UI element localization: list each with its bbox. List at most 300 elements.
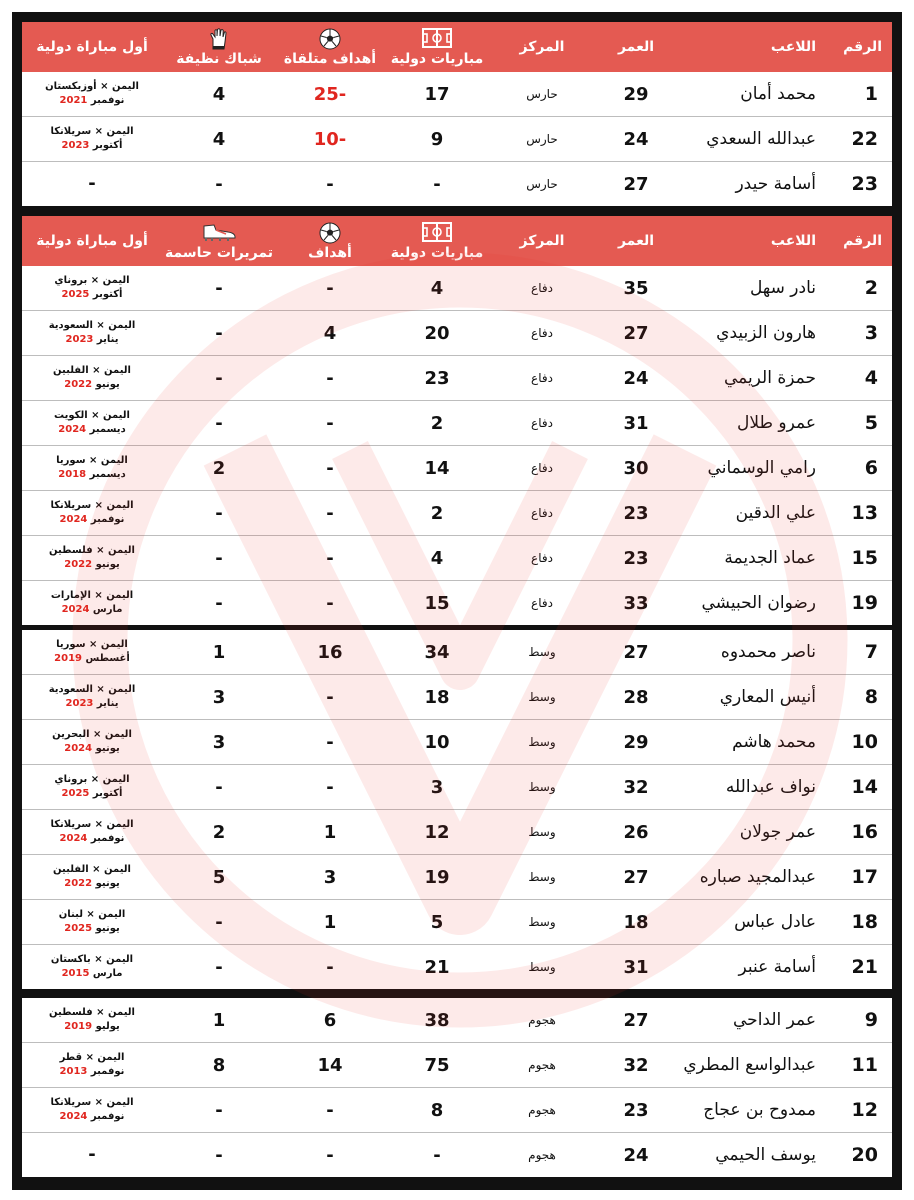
first-match-fixture: اليمن × فلسطين [49, 545, 135, 556]
player-position: هجوم [490, 1088, 594, 1133]
first-match-month: ديسمبر [89, 424, 126, 435]
first-match-date [22, 288, 162, 302]
stat-three: - [215, 1144, 223, 1166]
caps-count: 3 [384, 765, 490, 810]
pitch-icon [384, 28, 490, 50]
first-match-year: 2023 [61, 140, 90, 151]
first-match-month: ديسمبر [89, 469, 126, 480]
first-match-month: نوفمبر [90, 95, 125, 106]
table-row [22, 810, 892, 855]
stat-two: 14 [276, 1043, 384, 1088]
header-s1 [384, 216, 490, 266]
stat-three: 4 [162, 72, 276, 117]
first-match-fixture: اليمن × الفلبين [53, 864, 131, 875]
caps-count: 14 [384, 446, 490, 491]
player-age: 18 [594, 900, 678, 945]
player-age: 27 [594, 311, 678, 356]
caps-count: 38 [384, 998, 490, 1043]
first-match-year: 2024 [64, 743, 93, 754]
stat-three: - [215, 592, 223, 614]
player-position: هجوم [490, 998, 594, 1043]
caps-count: 34 [384, 630, 490, 675]
player-position: وسط [490, 855, 594, 900]
first-match-fixture: اليمن × بروناي [54, 774, 130, 785]
player-name: نواف عبدالله [678, 765, 828, 810]
first-match-fixture: اليمن × سريلانكا [50, 126, 134, 137]
stat-two: - [326, 1144, 334, 1166]
first-match [22, 356, 162, 401]
first-match-year: 2013 [59, 1066, 88, 1077]
header-label: الرقم [843, 39, 882, 55]
player-name: أسامة عنبر [738, 957, 816, 977]
caps-count: 23 [384, 356, 490, 401]
table-row [22, 311, 892, 356]
first-match-month: نوفمبر [90, 833, 125, 844]
stat-three: - [162, 491, 276, 536]
header-label: مباريات دولية [390, 50, 484, 67]
first-match-fixture: - [88, 173, 96, 194]
caps-count: - [433, 173, 441, 195]
first-match-month: يناير [96, 698, 119, 709]
player-position: دفاع [490, 401, 594, 446]
player-position: هجوم [528, 1148, 556, 1162]
first-match-fixture: اليمن × سوريا [56, 455, 128, 466]
shirt-number: 2 [828, 266, 892, 311]
first-match [22, 581, 162, 626]
first-match [22, 401, 162, 446]
shirt-number: 14 [828, 765, 892, 810]
header-label: العمر [617, 233, 655, 249]
header-s1 [384, 22, 490, 72]
glove-icon [162, 28, 276, 50]
shirt-number: 21 [851, 956, 878, 978]
player-position: وسط [490, 900, 594, 945]
stat-two: - [326, 956, 334, 978]
first-match-fixture: اليمن × السعودية [48, 684, 136, 695]
caps-count: 17 [384, 72, 490, 117]
shirt-number: 19 [851, 592, 878, 614]
header-label: الرقم [843, 233, 882, 249]
stat-two: - [276, 266, 384, 311]
table-row [22, 581, 892, 626]
header-s3 [162, 216, 276, 266]
header-label: أول مباراة دولية [36, 39, 148, 55]
stat-three: 4 [162, 117, 276, 162]
first-match-year: 2022 [64, 559, 93, 570]
first-match-year: 2022 [64, 878, 93, 889]
header-first [22, 216, 162, 266]
table-row [22, 630, 892, 675]
caps-count: 18 [384, 675, 490, 720]
first-match-month: نوفمبر [90, 1066, 125, 1077]
stat-two: 6 [276, 998, 384, 1043]
first-match-fixture: اليمن × سريلانكا [50, 819, 134, 830]
first-match-fixture: اليمن × الإمارات [50, 590, 134, 601]
first-match [22, 266, 162, 311]
table-row [22, 998, 892, 1043]
forwards-section [22, 998, 892, 1177]
stat-two: 1 [276, 810, 384, 855]
player-age: 32 [594, 765, 678, 810]
player-age: 26 [594, 810, 678, 855]
shirt-number: 5 [828, 401, 892, 446]
first-match [22, 536, 162, 581]
first-match-year: 2025 [61, 289, 90, 300]
table-row [22, 855, 892, 900]
player-name: حمزة الريمي [678, 356, 828, 401]
player-name: عماد الجديمة [678, 536, 828, 581]
stat-three: 2 [162, 446, 276, 491]
first-match [22, 998, 162, 1043]
caps-count: 2 [384, 491, 490, 536]
first-match-date [22, 832, 162, 846]
first-match [22, 855, 162, 900]
player-age: 31 [623, 956, 649, 978]
first-match-fixture: اليمن × بروناي [54, 275, 130, 286]
player-age: 35 [594, 266, 678, 311]
player-age: 31 [594, 401, 678, 446]
shirt-number: 20 [851, 1144, 878, 1166]
first-match-year: 2025 [64, 923, 93, 934]
first-match-fixture: اليمن × لبنان [58, 909, 126, 920]
header-row [22, 22, 892, 72]
stats-table [22, 998, 892, 1177]
caps-count: 19 [384, 855, 490, 900]
first-match-fixture: اليمن × فلسطين [49, 1007, 135, 1018]
first-match [22, 765, 162, 810]
first-match-month: يونيو [95, 743, 120, 754]
table-row [22, 1133, 892, 1178]
header-first [22, 22, 162, 72]
table-row [22, 491, 892, 536]
first-match-date [22, 877, 162, 891]
player-age: 24 [623, 1144, 649, 1166]
stat-two: - [276, 356, 384, 401]
first-match-fixture: اليمن × قطر [59, 1052, 125, 1063]
first-match-date [22, 652, 162, 666]
first-match-month: يوليو [95, 1021, 120, 1032]
shirt-number: 12 [828, 1088, 892, 1133]
caps-count: 5 [384, 900, 490, 945]
player-name: يوسف الحيمي [715, 1145, 816, 1165]
first-match-date [22, 513, 162, 527]
first-match-month: أكتوبر [92, 788, 123, 799]
shirt-number: 22 [828, 117, 892, 162]
first-match-date [22, 423, 162, 437]
defenders-section [22, 216, 892, 625]
player-position: دفاع [490, 446, 594, 491]
stat-three: 3 [162, 675, 276, 720]
player-position: دفاع [531, 596, 553, 610]
first-match-fixture: اليمن × أوزبكستان [45, 81, 139, 92]
caps-count: 4 [384, 536, 490, 581]
shirt-number: 17 [828, 855, 892, 900]
stat-two: -25 [276, 72, 384, 117]
table-row [22, 765, 892, 810]
shirt-number: 23 [851, 173, 878, 195]
header-num [828, 22, 892, 72]
player-age: 23 [594, 491, 678, 536]
first-match-fixture: اليمن × السعودية [48, 320, 136, 331]
caps-count: 75 [384, 1043, 490, 1088]
stat-two: 4 [276, 311, 384, 356]
first-match-date [22, 558, 162, 572]
stat-three: - [162, 356, 276, 401]
player-position: وسط [490, 765, 594, 810]
table-row [22, 72, 892, 117]
first-match-year: 2024 [59, 514, 88, 525]
first-match-month: مارس [92, 604, 123, 615]
header-label: شباك نظيفة [176, 50, 262, 67]
first-match [22, 491, 162, 536]
stat-three: 1 [162, 998, 276, 1043]
first-match-date [22, 922, 162, 936]
caps-count: 21 [424, 956, 450, 978]
player-position: وسط [490, 720, 594, 765]
stats-table [22, 216, 892, 625]
player-name: هارون الزبيدي [678, 311, 828, 356]
header-label: المركز [519, 233, 565, 249]
first-match-month: نوفمبر [90, 1111, 125, 1122]
header-s2 [276, 216, 384, 266]
first-match-date [22, 967, 162, 981]
player-name: عبدالواسع المطري [678, 1043, 828, 1088]
header-s2 [276, 22, 384, 72]
table-row [22, 446, 892, 491]
first-match-year: 2024 [58, 424, 87, 435]
first-match-year: 2023 [65, 334, 94, 345]
stat-two: - [276, 491, 384, 536]
first-match-fixture: اليمن × البحرين [52, 729, 132, 740]
player-age: 27 [594, 630, 678, 675]
stat-two: -10 [276, 117, 384, 162]
player-position: حارس [526, 177, 558, 191]
stat-two: 3 [276, 855, 384, 900]
first-match-year: 2024 [61, 604, 90, 615]
first-match [22, 1088, 162, 1133]
first-match-fixture: اليمن × باكستان [50, 954, 134, 965]
player-age: 27 [594, 998, 678, 1043]
table-row [22, 401, 892, 446]
header-age [594, 22, 678, 72]
first-match-year: 2022 [64, 379, 93, 390]
stat-three: - [215, 173, 223, 195]
player-name: عبدالمجيد صباره [678, 855, 828, 900]
table-row [22, 1043, 892, 1088]
shirt-number: 10 [828, 720, 892, 765]
player-position: هجوم [490, 1043, 594, 1088]
first-match-date [22, 742, 162, 756]
first-match-year: 2025 [61, 788, 90, 799]
player-name: ممدوح بن عجاج [678, 1088, 828, 1133]
table-row [22, 117, 892, 162]
stat-three: 2 [162, 810, 276, 855]
player-position: دفاع [490, 266, 594, 311]
stat-three: - [162, 900, 276, 945]
header-label: المركز [519, 39, 565, 55]
first-match [22, 945, 162, 990]
stat-three: 1 [162, 630, 276, 675]
stat-two: - [276, 765, 384, 810]
player-position: وسط [528, 960, 556, 974]
player-position: دفاع [490, 356, 594, 401]
player-name: علي الدقين [678, 491, 828, 536]
player-name: نادر سهل [678, 266, 828, 311]
header-label: أهداف متلقاة [283, 50, 377, 67]
first-match-date [22, 1110, 162, 1124]
shirt-number: 15 [828, 536, 892, 581]
table-row [22, 720, 892, 765]
first-match-date [22, 378, 162, 392]
stat-three: 8 [162, 1043, 276, 1088]
header-label: أهداف [308, 244, 352, 261]
shirt-number: 6 [828, 446, 892, 491]
stat-two: - [276, 446, 384, 491]
goalkeepers-section [22, 22, 892, 206]
player-position: دفاع [490, 536, 594, 581]
first-match-fixture: اليمن × سوريا [56, 639, 128, 650]
stat-two: 1 [276, 900, 384, 945]
table-row [22, 162, 892, 207]
ball-icon [276, 222, 384, 244]
table-row [22, 675, 892, 720]
player-age: 24 [594, 117, 678, 162]
header-row [22, 216, 892, 266]
first-match [22, 72, 162, 117]
table-row [22, 266, 892, 311]
header-label: اللاعب [770, 39, 816, 55]
first-match-date [22, 1020, 162, 1034]
table-row [22, 945, 892, 990]
player-age: 27 [594, 855, 678, 900]
midfielders-section [22, 630, 892, 989]
player-age: 23 [594, 1088, 678, 1133]
shirt-number: 3 [828, 311, 892, 356]
player-age: 30 [594, 446, 678, 491]
first-match-month: نوفمبر [90, 514, 125, 525]
player-age: 28 [594, 675, 678, 720]
first-match-fixture: اليمن × الكويت [54, 410, 130, 421]
header-label: العمر [617, 39, 655, 55]
table-row [22, 900, 892, 945]
table-row [22, 356, 892, 401]
header-s3 [162, 22, 276, 72]
player-name: أسامة حيدر [735, 174, 816, 194]
first-match [22, 810, 162, 855]
stat-two: - [326, 592, 334, 614]
player-age: 32 [594, 1043, 678, 1088]
player-age: 23 [594, 536, 678, 581]
player-name: عادل عباس [678, 900, 828, 945]
player-position: حارس [490, 117, 594, 162]
first-match-fixture: اليمن × سريلانكا [50, 500, 134, 511]
shirt-number: 8 [828, 675, 892, 720]
shirt-number: 18 [828, 900, 892, 945]
stat-two: - [276, 675, 384, 720]
stat-three: - [215, 956, 223, 978]
shirt-number: 7 [828, 630, 892, 675]
player-name: عمر الداحي [678, 998, 828, 1043]
stat-three: 3 [162, 720, 276, 765]
first-match [22, 900, 162, 945]
player-name: محمد أمان [678, 72, 828, 117]
header-label: أول مباراة دولية [36, 233, 148, 249]
first-match-month: أكتوبر [92, 289, 123, 300]
stat-two: - [276, 1088, 384, 1133]
first-match-year: 2023 [65, 698, 94, 709]
stat-two: - [326, 173, 334, 195]
first-match-year: 2019 [64, 1021, 93, 1032]
header-label: اللاعب [770, 233, 816, 249]
stat-three: - [162, 1088, 276, 1133]
header-name [678, 216, 828, 266]
header-label: مباريات دولية [390, 244, 484, 261]
boot-icon [162, 222, 276, 244]
stat-three: - [162, 266, 276, 311]
first-match-fixture: اليمن × الفلبين [53, 365, 131, 376]
first-match-date [22, 94, 162, 108]
caps-count: 8 [384, 1088, 490, 1133]
caps-count: 15 [424, 592, 450, 614]
player-name: رضوان الحبيشي [701, 593, 816, 613]
first-match-year: 2015 [61, 968, 90, 979]
first-match-month: يونيو [95, 878, 120, 889]
first-match-date [22, 697, 162, 711]
first-match-year: 2021 [59, 95, 88, 106]
first-match-month: يونيو [95, 559, 120, 570]
first-match [22, 630, 162, 675]
first-match-month: أغسطس [85, 653, 130, 664]
pitch-icon [384, 222, 490, 244]
caps-count: 10 [384, 720, 490, 765]
first-match-fixture: اليمن × سريلانكا [50, 1097, 134, 1108]
player-position: وسط [490, 810, 594, 855]
player-position: دفاع [490, 311, 594, 356]
stat-three: - [162, 311, 276, 356]
player-name: عبدالله السعدي [678, 117, 828, 162]
stat-two: - [276, 401, 384, 446]
shirt-number: 9 [828, 998, 892, 1043]
stat-two: - [276, 720, 384, 765]
caps-count: 12 [384, 810, 490, 855]
first-match [22, 1043, 162, 1088]
header-pos [490, 216, 594, 266]
header-label: تمريرات حاسمة [164, 244, 274, 261]
shirt-number: 13 [828, 491, 892, 536]
shirt-number: 16 [828, 810, 892, 855]
player-name: ناصر محمدوه [678, 630, 828, 675]
player-position: دفاع [490, 491, 594, 536]
table-row [22, 1088, 892, 1133]
first-match [22, 1133, 162, 1178]
header-name [678, 22, 828, 72]
stats-table [22, 22, 892, 206]
player-position: حارس [490, 72, 594, 117]
caps-count: - [433, 1144, 441, 1166]
first-match-date [22, 1065, 162, 1079]
first-match-month: يونيو [95, 923, 120, 934]
stat-two: 16 [276, 630, 384, 675]
player-age: 29 [594, 720, 678, 765]
first-match-fixture: - [88, 1144, 96, 1165]
player-name: أنيس المعاري [678, 675, 828, 720]
first-match-year: 2018 [58, 469, 87, 480]
first-match [22, 162, 162, 207]
first-match-date [22, 787, 162, 801]
first-match-month: يونيو [95, 379, 120, 390]
shirt-number: 4 [828, 356, 892, 401]
roster-frame [12, 12, 902, 1190]
